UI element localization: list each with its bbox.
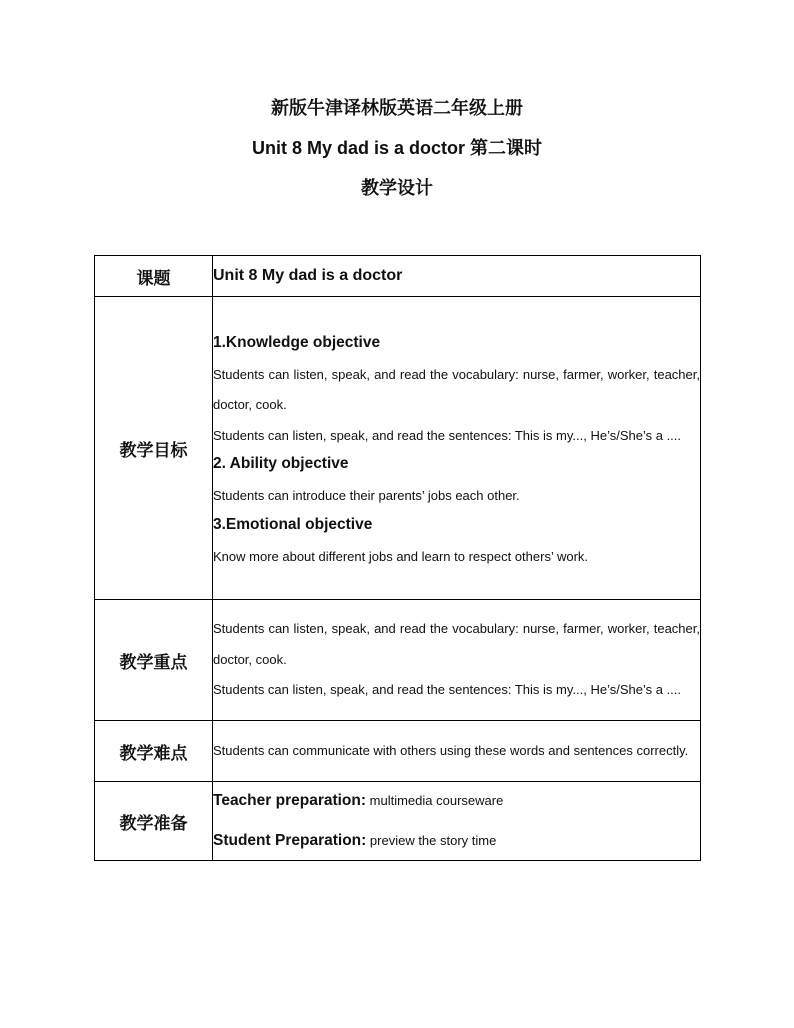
preparation-label: 教学准备: [95, 782, 213, 861]
teacher-preparation-value: multimedia courseware: [366, 793, 504, 808]
knowledge-objective-heading: 1.Knowledge objective: [213, 333, 381, 351]
goals-cell: [213, 297, 701, 600]
difficulties-label: 教学难点: [95, 721, 213, 782]
table-row-goals: [95, 297, 701, 600]
student-preparation-value: preview the story time: [366, 833, 497, 848]
ability-objective-text: Students can introduce their parents’ jobs each other.: [213, 488, 520, 504]
difficulties-cell: [213, 721, 701, 782]
key-points-label: 教学重点: [95, 600, 213, 721]
topic-value: Unit 8 My dad is a doctor: [213, 267, 403, 284]
preparation-cell: [213, 782, 701, 861]
knowledge-objective-vocabulary: Students can listen, speak, and read the vocabulary: nurse, farmer, worker, teacher, doctor, cook.: [213, 366, 700, 413]
lesson-plan-table: [94, 255, 701, 861]
knowledge-objective-sentences: Students can listen, speak, and read the sentences: This is my..., He’s/She’s a ....: [213, 427, 682, 443]
topic-label: 课题: [95, 256, 213, 297]
key-points-vocabulary: Students can listen, speak, and read the vocabulary: nurse, farmer, worker, teacher, doctor, cook.: [213, 621, 700, 667]
table-row-key-points: [95, 600, 701, 721]
table-row-preparation: [95, 782, 701, 861]
student-preparation-label: Student Preparation:: [213, 832, 367, 849]
table-row-difficulties: [95, 721, 701, 782]
emotional-objective-heading: 3.Emotional objective: [213, 515, 373, 533]
table-row-topic: [95, 256, 701, 297]
lesson-title: Unit 8 My dad is a doctor 第二课时: [251, 138, 543, 158]
document-subtitle: 教学设计: [361, 178, 433, 198]
teacher-preparation-line: [213, 791, 700, 811]
teacher-preparation-label: Teacher preparation:: [213, 792, 367, 809]
document-title: 新版牛津译林版英语二年级上册: [271, 98, 523, 118]
difficulties-text: Students can communicate with others using these words and sentences correctly.: [213, 742, 689, 758]
ability-objective-heading: 2. Ability objective: [213, 455, 349, 473]
student-preparation-line: [213, 831, 700, 851]
emotional-objective-text: Know more about different jobs and learn to respect others’ work.: [213, 548, 589, 564]
key-points-sentences: Students can listen, speak, and read the sentences: This is my..., He’s/She’s a ....: [213, 682, 682, 698]
topic-cell: [213, 256, 701, 297]
goals-label: 教学目标: [95, 297, 213, 600]
key-points-cell: [213, 600, 701, 721]
document-header: [0, 98, 794, 198]
